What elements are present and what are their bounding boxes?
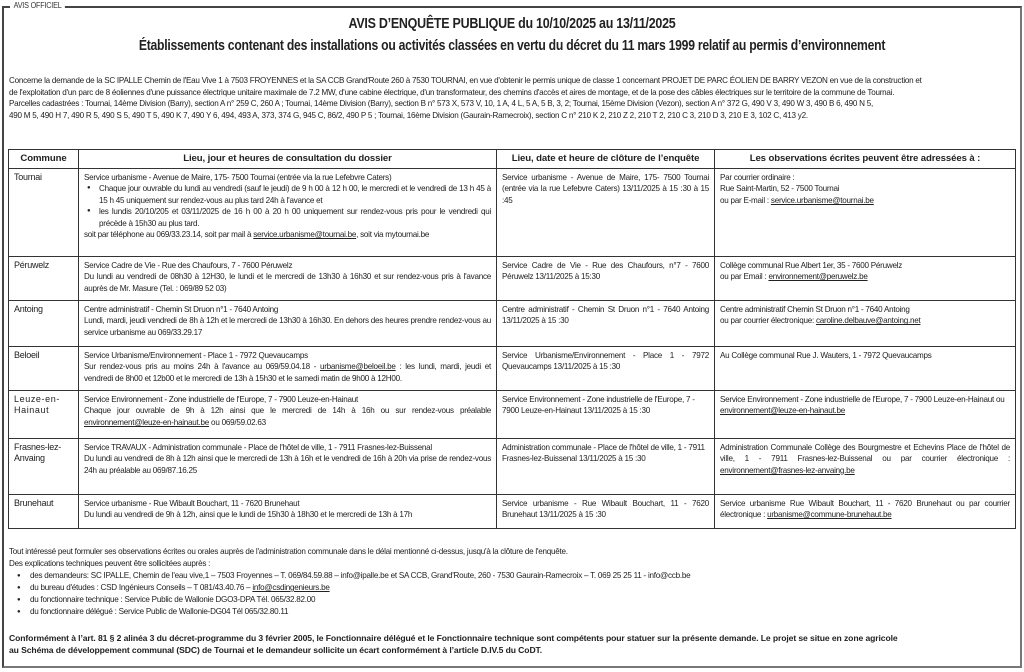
hours-text: ou 069/59.02.63 [209,417,266,427]
cloture-cell: Service urbanisme - Avenue de Maire, 175- 7500 Tournai (entrée via la rue Lefebvre Caters) 13/11/2025 à 15 :30 à 15 :45 [497,169,715,257]
consultation-cell [79,347,497,391]
consultation-contact [84,229,491,240]
commune-cell: Beloeil [9,347,79,391]
observations-text [720,442,1010,476]
email-link[interactable]: environnement@leuze-en-hainaut.be [84,417,210,427]
consultation-address: Centre administratif - Chemin St Druon n°1 - 7640 Antoing [84,305,279,314]
consultation-cell [79,257,497,301]
consultation-cell [79,391,497,439]
observations-text: Rue Saint-Martin, 52 - 7500 Tournai [720,184,840,194]
intro-line: Parcelles cadastrées : Tournai, 14ème Division (Barry), section A n° 259 C, 260 A ; Tournai, 14ème Division (Barry), section B n° 573 X, 573 V, 10, 1 A, 4 L, 5 A, 5 B, 3, 2; Tournai, 15ème Division (Vezon), section A n° 372 G, 490 V 3, 490 W 3, 490 B 6, 490 N 5, [9,99,873,109]
commune-cell: Frasnes-lez-Anvaing [9,439,79,495]
observations-cell [715,495,1016,529]
commune-cell: Brunehaut [9,495,79,529]
consultation-cell [79,439,497,495]
observations-prefix: ou par courrier électronique: [720,316,816,326]
consultation-address: Service urbanisme - Rue Wibault Bouchart, 11 - 7620 Brunehaut [84,499,300,508]
consultation-table [8,149,1016,529]
consultation-cell [79,169,497,257]
header-commune: Commune [9,150,79,169]
commune-cell: Antoing [9,301,79,347]
email-link[interactable]: urbanisme@beloeil.be [319,362,396,372]
hours-text: : les lundi, mardi, jeudi et vendredi de 8h00 et 12b00 et le mercredi de 13h à 15h30 et le samedi matin de 9h00 à 12H00. [84,362,491,383]
closing-statement [9,632,1019,657]
email-link[interactable]: caroline.delbauve@antoing.net [815,316,921,326]
explanations-intro: Des explications techniques peuvent être sollicitées auprès : [9,559,211,568]
observations-text: Par courrier ordinaire : [720,173,795,182]
table-row [9,391,1016,439]
observations-cell [715,347,1016,391]
cloture-cell: Administration communale - Place de l'hôtel de ville, 1 - 7911 Frasnes-lez-Buissenal 13/11/2025 à 15 :30 [497,439,715,495]
intro-line: de l'exploitation d'un parc de 8 éoliennes d'une puissance électrique unitaire maximale de 7.2 MW, d'une cabine électrique, d'un transformateur, des chemins d'accès et aires de montage, et de la pose des câbles électriques sur le territoire de la commune de Tournai. [9,87,895,97]
consultation-address: Service urbanisme - Avenue de Maire, 175- 7500 Tournai (entrée via la rue Lefebvre Caters) [84,173,392,182]
observations-prefix: ou par E-mail : [720,195,771,205]
contact-text: soit par téléphone au 069/33.23.14, soit par mail à [84,230,254,240]
table-row [9,169,1016,257]
consultation-hours [84,405,491,428]
commune-cell [9,391,79,439]
observations-text: Centre administratif Chemin St Druon n°1 - 7640 Antoing [720,305,910,314]
consultation-address: Service TRAVAUX - Administration communale - Place de l'hôtel de ville, 1 - 7911 Frasnes-lez-Buissenal [84,443,432,452]
observations-text: Collège communal Rue Albert 1er, 35 - 7600 Péruwelz [720,261,903,270]
list-item: ● Chaque jour ouvrable du lundi au vendredi (sauf le jeudi) de 9 h 00 à 12 h 00, le mercredi et le vendredi de 13 h 45 à 15 h 45 uniquement sur rendez-vous au plus tard 24h à l'avance et [99,183,491,206]
cloture-cell: Service Environnement - Zone industrielle de l'Europe, 7 - 7900 Leuze-en-Hainaut 13/11/2025 à 15 :30 [497,391,715,439]
table-header-row [9,150,1016,169]
consultation-cell [79,301,497,347]
observations-text [720,394,1010,417]
email-link[interactable]: service.urbanisme@tournai.be [253,230,357,240]
cloture-cell: Service urbanisme - Rue Wibault Bouchart, 11 - 7620 Brunehaut 13/11/2025 à 15 :30 [497,495,715,529]
consultation-hours: Du lundi au vendredi de 08h30 à 12H30, le lundi et le mercredi de 13h30 à 16h30 et sur rendez-vous pris à l'avance auprès de Mr. Masure (Tel. : 069/89 52 03) [84,272,491,293]
contact-text: du bureau d'études : CSD Ingénieurs Conseils – T 081/43.40.76 – [30,583,253,592]
notice-title: AVIS D’ENQUÊTE PUBLIQUE du 10/10/2025 au 13/11/2025 [348,16,676,32]
consultation-hours: Du lundi au vendredi de 8h à 12h ainsi que le mercredi de 13h à 16h et le vendredi de 16h à 20h via prise de rendez-vous 24h au préalable au 069/87.16.25 [84,454,491,475]
notice-subtitle: Établissements contenant des installations ou activités classées en vertu du décret du 11 mars 1999 relatif au permis d’environnement [138,38,886,54]
email-link[interactable]: environnement@frasnes-lez-anvaing.be [720,465,855,475]
observations-prefix: Service urbanisme Rue Wibault Bouchart, 11 - 7620 Brunehaut ou par courrier électronique : [720,499,1010,520]
hours-text: Chaque jour ouvrable de 9h à 12h ainsi que le mercredi de 14h à 16h ou sur rendez-vous préalable [84,406,491,416]
observations-prefix: ou par Email : [720,272,769,282]
consultation-hours: Lundi, mardi, jeudi vendredi de 8h à 12h et le mercredi de 13h30 à 16h30. En dehors des heures prendre rendez-vous au service urbanisme au 069/33.29.17 [84,316,491,337]
intro-line: Concerne la demande de la SC IPALLE Chemin de l'Eau Vive 1 à 7503 FROYENNES et la SA CCB Grand'Route 260 à 7530 TOURNAI, en vue d'obtenir le permis unique de classe 1 concernant PROJET DE PARC ÉOLIEN DE BARRY VEZON en vue de la construction et [9,76,922,85]
consultation-address: Service Environnement - Zone industrielle de l'Europe, 7 - 7900 Leuze-en-Hainaut [84,395,358,404]
header-cloture: Lieu, date et heure de clôture de l’enquête [497,150,715,169]
email-link[interactable]: environnement@leuze-en-hainaut.be [720,406,846,416]
email-link[interactable]: info@csdingenieurs.be [252,583,330,592]
contacts-list [9,570,1017,618]
list-item: ● les lundis 20/10/205 et 03/11/2025 de 16 h 00 à 20 h 00 uniquement sur rendez-vous pris pour le vendredi qui précède à 15h30 au plus tard. [99,206,491,229]
cloture-cell: Service Urbanisme/Environnement - Place 1 - 7972 Quevaucamps 13/11/2025 à 15 :30 [497,347,715,391]
consultation-address: Service Cadre de Vie - Rue des Chaufours, 7 - 7600 Péruwelz [84,261,293,270]
email-link[interactable]: service.urbanisme@tournai.be [770,195,874,205]
observations-cell [715,257,1016,301]
section-label: AVIS OFFICIEL [10,0,65,12]
list-item: ● des demandeurs: SC IPALLE, Chemin de l'eau vive,1 – 7503 Froyennes – T. 069/84.59.88 – info@ipalle.be et SA CCB, Grand'Route, 260 - 7530 Gaurain-Ramecroix – T. 069 25 25 11 - info@ccb.be [30,570,1017,582]
consultation-list [84,183,491,229]
observations-cell [715,301,1016,347]
contact-section [9,546,1017,618]
intro-paragraph [9,75,1017,121]
hours-text: Sur rendez-vous pris au moins 24h à l'avance au 069/59.04.18 - [84,362,320,372]
table-row [9,347,1016,391]
cloture-cell: Centre administratif - Chemin St Druon n°1 - 7640 Antoing 13/11/2025 à 15 :30 [497,301,715,347]
list-item: ● du fonctionnaire technique : Service Public de Wallonie DGO3-DPA Tél. 065/32.82.00 [30,594,1017,606]
header-observations: Les observations écrites peuvent être adressées à : [715,150,1016,169]
observations-text [720,315,1010,326]
list-item: ● du fonctionnaire délégué : Service Public de Wallonie-DG04 Tél 065/32.80.11 [30,606,1017,618]
commune-name: Leuze-en-Hainaut [14,394,60,416]
consultation-hours [84,361,491,384]
observations-cell [715,391,1016,439]
header-consultation: Lieu, jour et heures de consultation du dossier [79,150,497,169]
table-row [9,301,1016,347]
observations-note: Tout intéressé peut formuler ses observations écrites ou orales auprès de l'administration communale dans le délai mentionné ci-dessus, jusqu'à la clôture de l'enquête. [9,547,568,556]
table-row [9,257,1016,301]
observations-text: Au Collège communal Rue J. Wauters, 1 - 7972 Quevaucamps [720,351,932,360]
observations-cell [715,169,1016,257]
observations-prefix: Service Environnement - Zone industrielle de l'Europe, 7 - 7900 Leuze-en-Hainaut ou [720,395,1005,404]
closing-line: au Schéma de développement communal (SDC) de Tournai et le demandeur sollicite un écart conformément à l’article D.IV.5 du CoDT. [9,645,543,656]
commune-cell: Tournai [9,169,79,257]
intro-line: 490 M 5, 490 H 7, 490 R 5, 490 S 5, 490 T 5, 490 K 7, 490 Y 6, 494, 493 A, 373, 374 G, 945 C, 86/2, 490 P 5 ; Tournai, 16ème Division (Gaurain-Ramecroix), section C n° 210 K 2, 210 Z 2, 210 T 2, 210 C 3, 210 D 3, 210 E 3, 102 C, 413 y2. [9,110,808,120]
contact-text: , soit via mytournai.be [356,230,430,240]
cloture-cell: Service Cadre de Vie - Rue des Chaufours, n°7 - 7600 Péruwelz 13/11/2025 à 15:30 [497,257,715,301]
table-row [9,495,1016,529]
table-row [9,439,1016,495]
list-item [30,582,1017,594]
observations-cell [715,439,1016,495]
consultation-cell [79,495,497,529]
consultation-address: Service Urbanisme/Environnement - Place 1 - 7972 Quevaucamps [84,351,308,360]
closing-line: Conformément à l’art. 81 § 2 alinéa 3 du décret-programme du 3 février 2005, le Fonctionnaire délégué et le Fonctionnaire technique sont compétents pour statuer sur la présente demande. Le projet se situe en zone agricole [9,633,898,643]
email-link[interactable]: environnement@peruwelz.be [768,272,868,282]
observations-text [720,498,1010,521]
email-link[interactable]: urbanisme@commune-brunehaut.be [767,510,892,520]
commune-cell: Péruwelz [9,257,79,301]
observations-text [720,271,1010,282]
observations-prefix: Administration Communale Collège des Bourgmestre et Echevins Place de l'hôtel de ville, 1 - 7911 Frasnes-lez-Buissenal ou par courrier électronique : [720,443,1010,464]
consultation-hours: Du lundi au vendredi de 9h à 12h, ainsi que le lundi de 15h30 à 18h30 et le mercredi de 13h à 17h [84,510,413,520]
observations-text [720,195,1010,206]
